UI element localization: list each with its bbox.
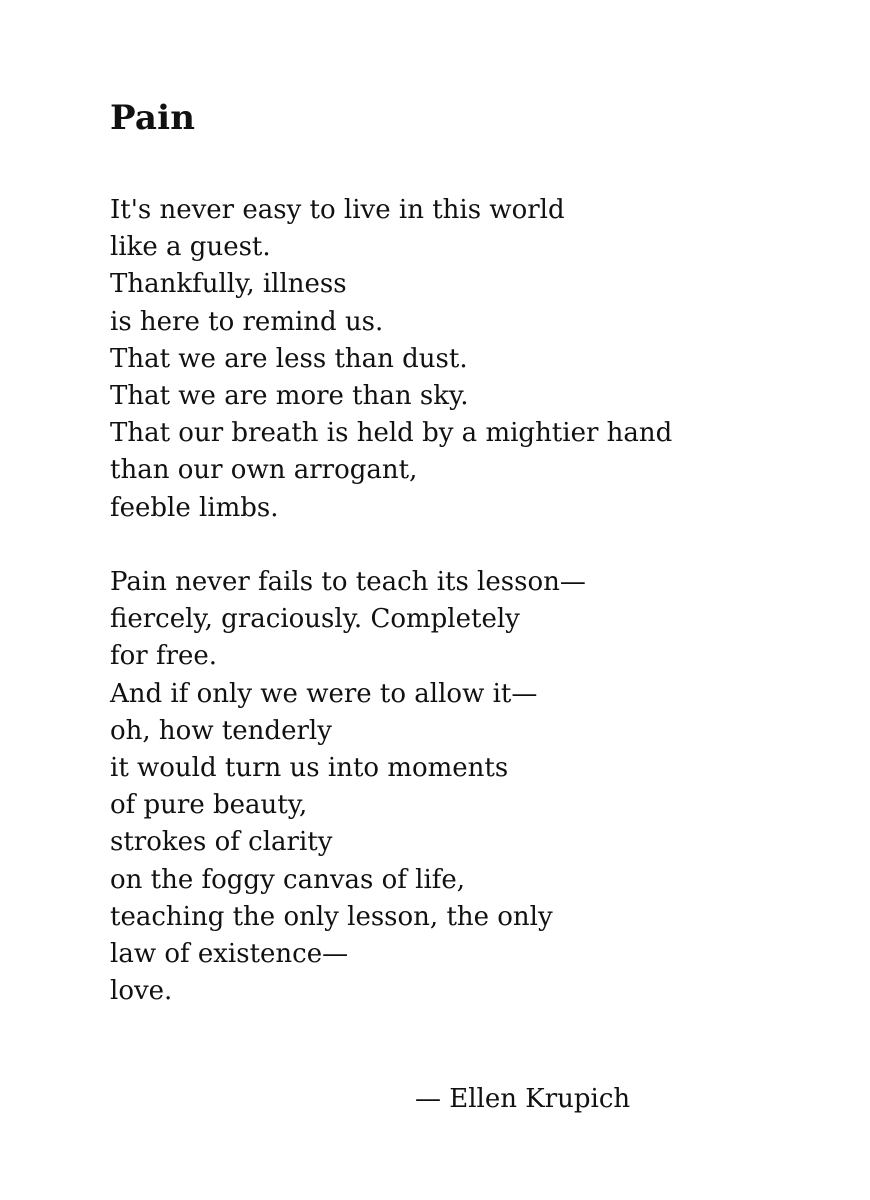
poem-title: Pain	[110, 98, 196, 138]
poem-line: than our own arrogant,	[110, 455, 418, 486]
poem-line: Thankfully, illness	[110, 269, 347, 300]
stanza-2	[110, 564, 586, 1010]
poem-line: fiercely, graciously. Completely	[110, 604, 520, 635]
poem-line: That our breath is held by a mightier hand	[110, 418, 673, 449]
poem-line: on the foggy canvas of life,	[110, 864, 466, 895]
poem-line: strokes of clarity	[110, 827, 333, 858]
poem-line: Pain never fails to teach its lesson—	[110, 567, 586, 597]
poem-line: like a guest.	[110, 232, 271, 263]
poem-line: And if only we were to allow it—	[110, 678, 538, 709]
poem-line: That we are more than sky.	[110, 381, 469, 412]
poem-line: law of existence—	[110, 939, 349, 970]
poem-line: is here to remind us.	[110, 306, 384, 337]
poem-line: it would turn us into moments	[110, 753, 509, 784]
poem-line: of pure beauty,	[110, 790, 308, 821]
stanza-1	[110, 192, 672, 527]
poem-line: for free.	[110, 641, 218, 672]
poem-attribution: — Ellen Krupich	[415, 1084, 631, 1114]
poem-line: That we are less than dust.	[110, 343, 468, 374]
poem-line: oh, how tenderly	[110, 715, 332, 746]
poem-line: It's never easy to live in this world	[110, 195, 565, 225]
poem-line: teaching the only lesson, the only	[110, 901, 553, 932]
poem-line: feeble limbs.	[110, 492, 279, 523]
poem-line: love.	[110, 976, 173, 1007]
